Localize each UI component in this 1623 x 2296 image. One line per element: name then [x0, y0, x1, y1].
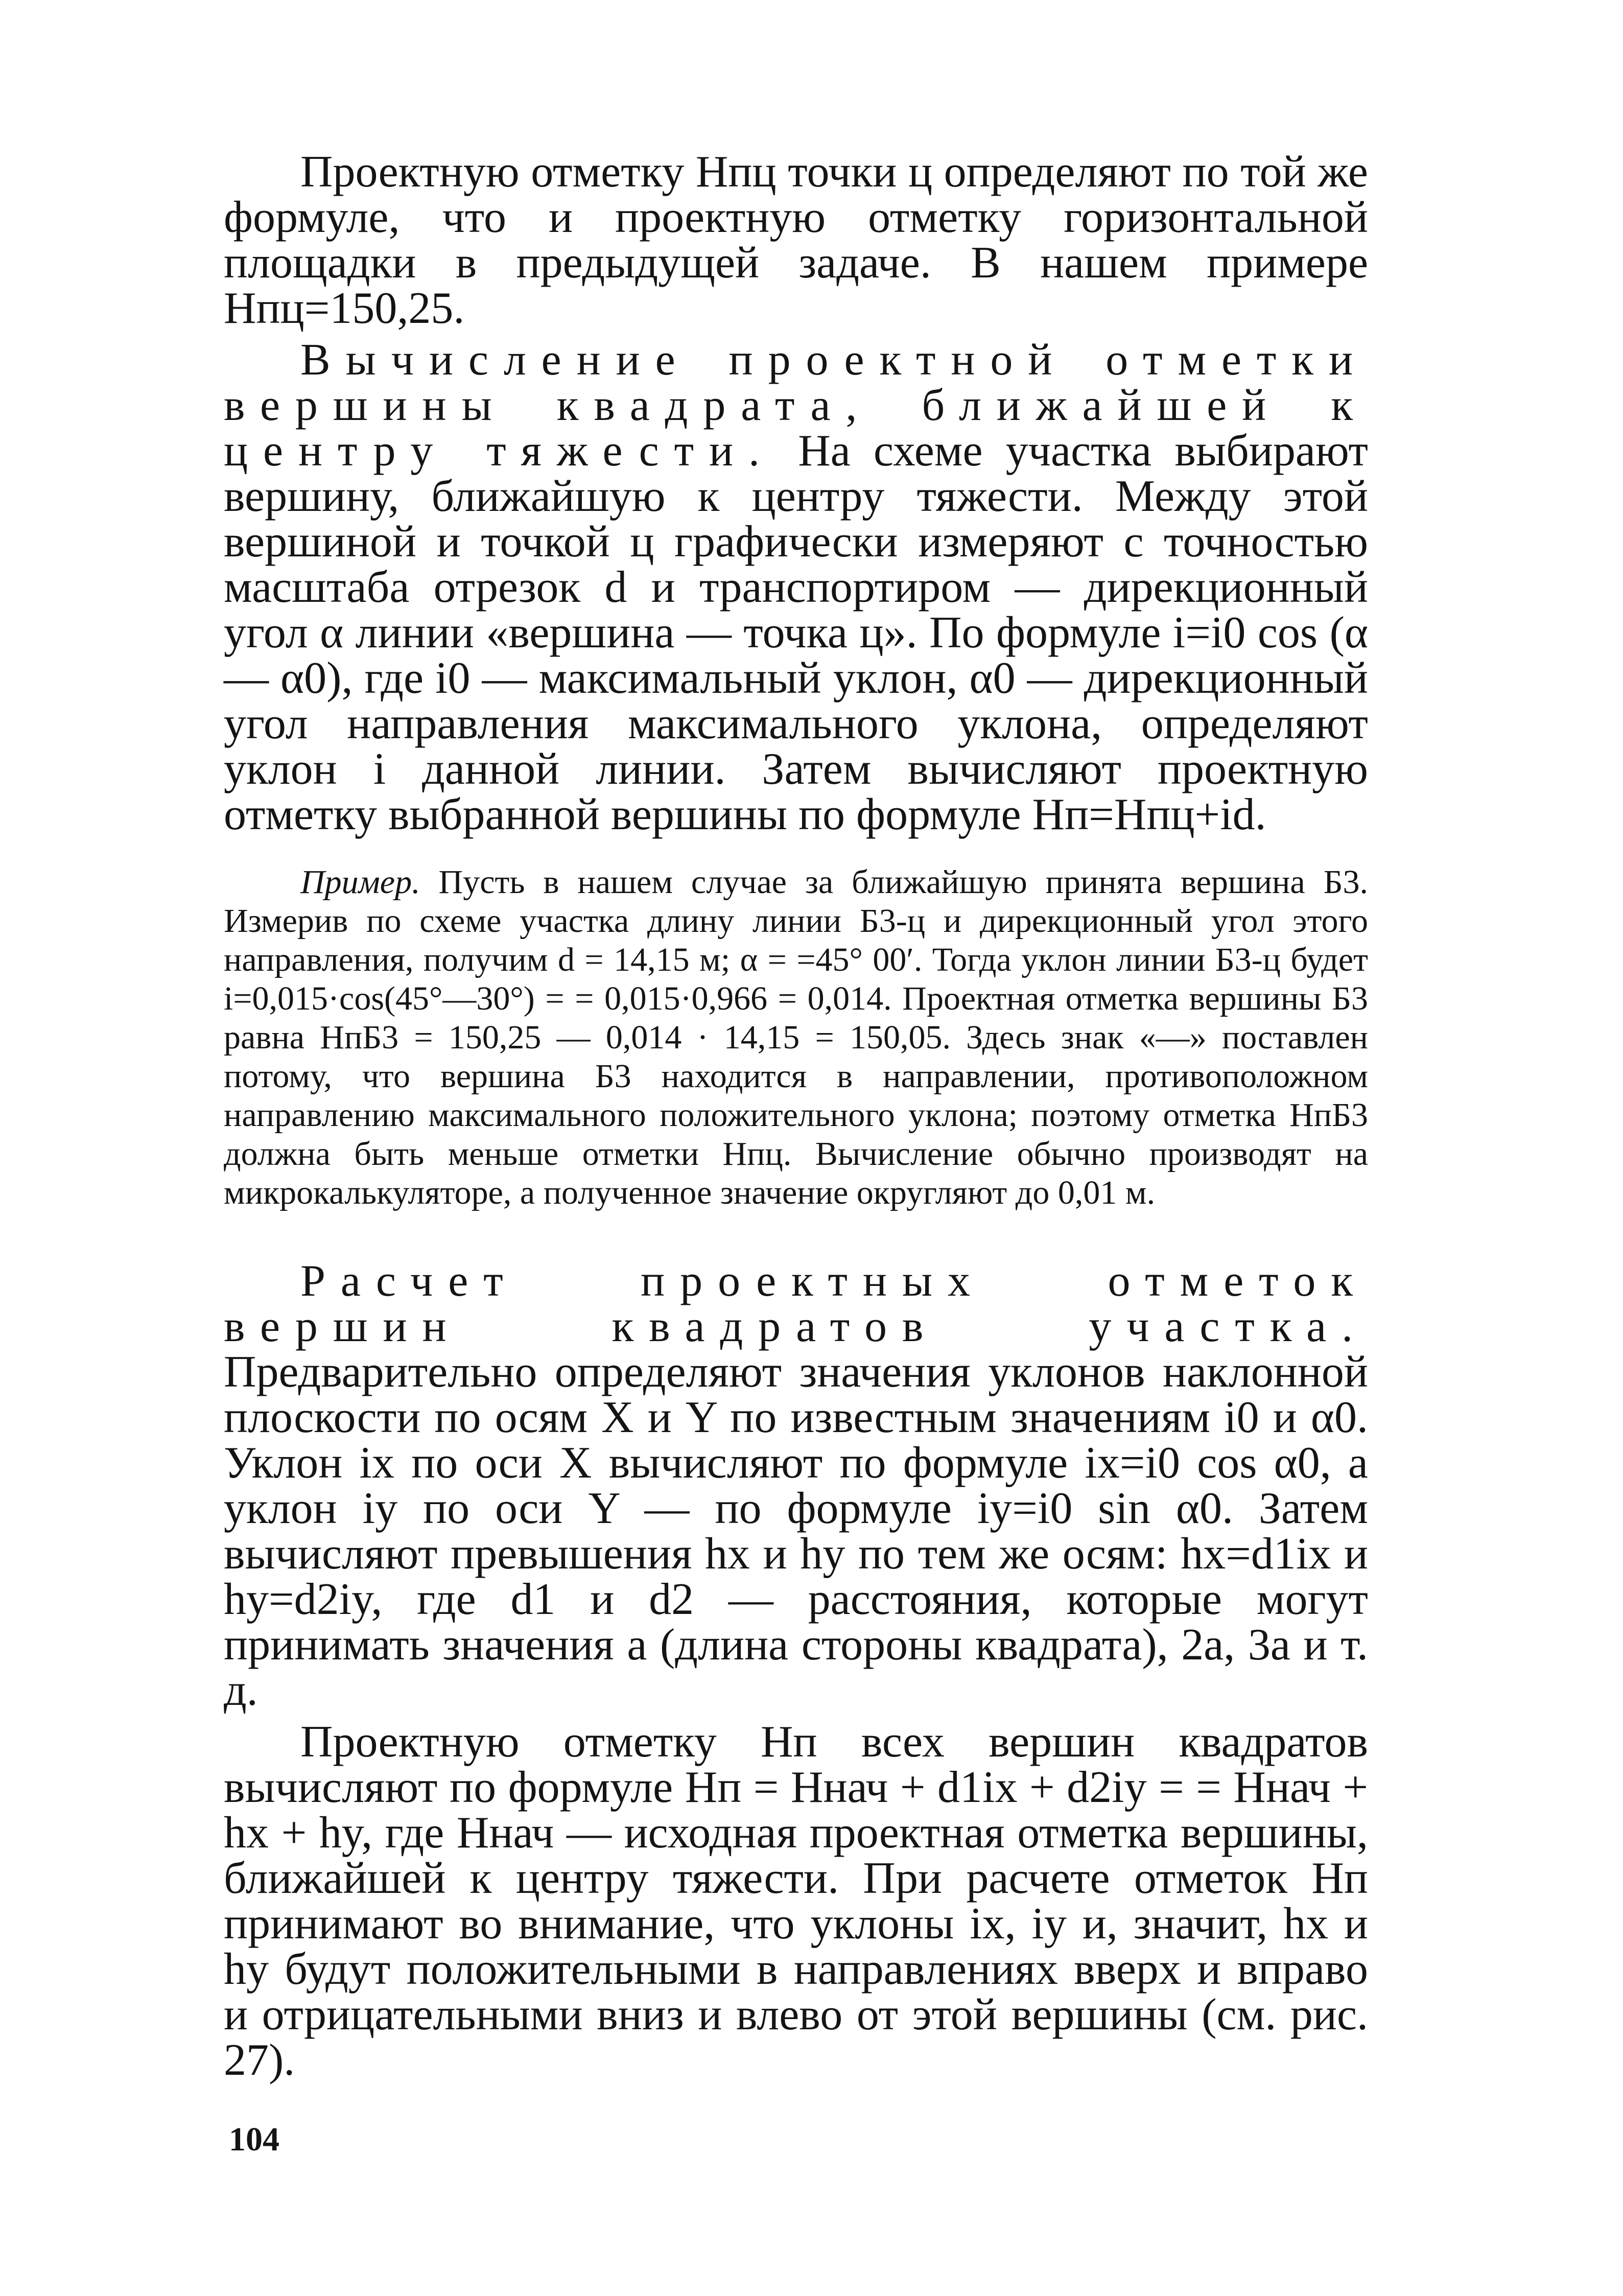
text-column: [224, 149, 1368, 2083]
paragraph-1: Проектную отметку Нпц точки ц определяют по той же формуле, что и проектную отметку горизонтальной площадки в предыдущей задаче. В нашем примере Нпц=150,25.: [224, 147, 1368, 333]
example-text: Пусть в нашем случае за ближайшую принята вершина Б3. Измерив по схеме участка длину линии Б3-ц и дирекционный угол этого направления, получим d = 14,15 м; α = =45° 00′. Тогда уклон линии Б3-ц будет i=0,015·cos(45°—30°) = = 0,015·0,966 = 0,014. Проектная отметка вершины Б3 равна НпБ3 = 150,25 — 0,014 · 14,15 = 150,05. Здесь знак «—» поставлен потому, что вершина Б3 находится в направлении, противоположном направлению максимального положительного уклона; поэтому отметка НпБ3 должна быть меньше отметки Нпц. Вычисление обычно производят на микрокалькуляторе, а полученное значение округляют до 0,01 м.: [224, 863, 1368, 1211]
paragraph-2: [224, 337, 1368, 837]
example-block: [224, 863, 1368, 1212]
example-lead: Пример.: [300, 863, 420, 901]
subheading-vertex-elevation: Вычисление проектной отметки вершины квадрата, ближайшей к центру тяжести.: [224, 335, 1368, 476]
paragraph-2-text: На схеме участка выбирают вершину, ближайшую к центру тяжести. Между этой вершиной и точкой ц графически измеряют с точностью масштаба отрезок d и транспортиром — дирекционный угол α линии «вершина — точка ц». По формуле i=i0 cos (α — α0), где i0 — максимальный уклон, α0 — дирекционный угол направления максимального уклона, определяют уклон i данной линии. Затем вычисляют проектную отметку выбранной вершины по формуле Нп=Нпц+id.: [224, 426, 1368, 839]
section-paragraph-2: Проектную отметку Нп всех вершин квадратов вычисляют по формуле Нп = Ннач + d1ix + d2iy = = Ннач + hx + hy, где Ннач — исходная проектная отметка вершины, ближайшей к центру тяжести. При расчете отметок Нп принимают во внимание, что уклоны ix, iy и, значит, hx и hy будут положительными в направлениях вверх и вправо и отрицательными вниз и влево от этой вершины (см. рис. 27).: [224, 1717, 1368, 2085]
section-text: Предварительно определяют значения уклонов наклонной плоскости по осям X и Y по известным значениям i0 и α0. Уклон ix по оси X вычисляют по формуле ix=i0 cos α0, а уклон iy по оси Y — по формуле iy=i0 sin α0. Затем вычисляют превышения hx и hy по тем же осям: hx=d1ix и hy=d2iy, где d1 и d2 — расстояния, которые могут принимать значения a (длина стороны квадрата), 2a, 3a и т. д.: [224, 1347, 1368, 1715]
section-paragraph: [224, 1258, 1368, 1713]
section-heading: Расчет проектных отметок вершин квадратов участка.: [224, 1256, 1368, 1351]
page-number: 104: [229, 2121, 279, 2158]
